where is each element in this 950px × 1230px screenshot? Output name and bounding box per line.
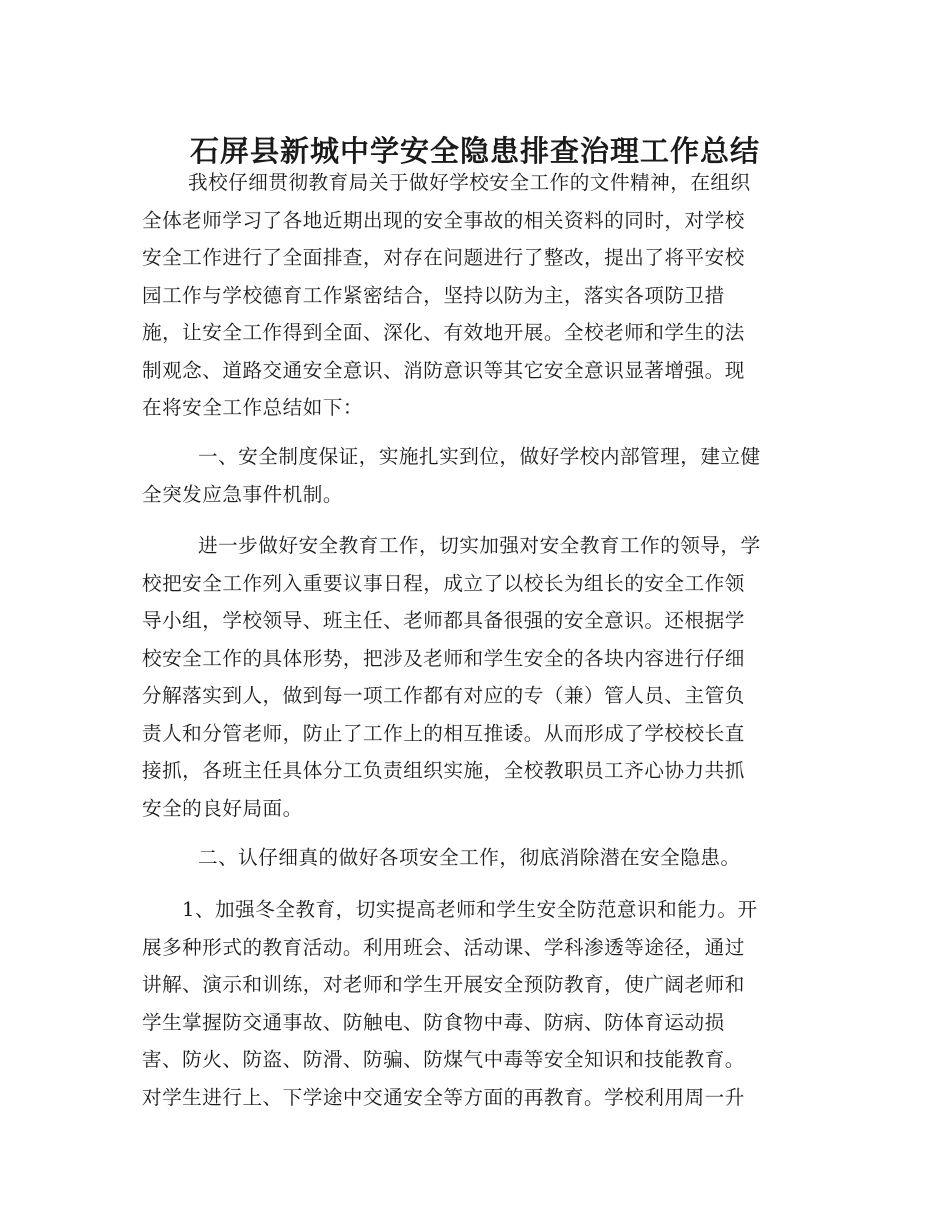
- text-line: 分解落实到人，做到每一项工作都有对应的专（兼）管人员、主管负: [142, 684, 745, 707]
- paragraph-section-one: [142, 438, 808, 513]
- text-line: 学生掌握防交通事故、防触电、防食物中毒、防病、防体育运动损: [142, 1010, 725, 1034]
- text-line: 施，让安全工作得到全面、深化、有效地开展。全校老师和学生的法: [142, 321, 745, 344]
- text-line: 园工作与学校德育工作紧密结合，坚持以防为主，落实各项防卫措: [142, 283, 725, 307]
- text-line: 讲解、演示和训练，对老师和学生开展安全预防教育，使广阔老师和: [142, 973, 745, 996]
- paragraph-leadership: [142, 527, 808, 827]
- paragraph-item-one: [142, 891, 808, 1116]
- text-line: 校把安全工作列入重要议事日程，成立了以校长为组长的安全工作领: [142, 571, 745, 595]
- text-line: 接抓，各班主任具体分工负责组织实施，全校教职员工齐心协力共抓: [142, 759, 745, 782]
- paragraph-section-two: [142, 839, 808, 877]
- document-title: 石屏县新城中学安全隐患排查治理工作总结: [189, 134, 760, 169]
- text-line: 一、安全制度保证，实施扎实到位，做好学校内部管理，建立健: [198, 445, 761, 468]
- text-line: 对学生进行上、下学途中交通安全等方面的再教育。学校利用周一升: [142, 1085, 745, 1109]
- text-line: 全突发应急事件机制。: [142, 482, 343, 506]
- text-line: 导小组，学校领导、班主任、老师都具备很强的安全意识。还根据学: [142, 609, 745, 632]
- text-line: 我校仔细贯彻教育局关于做好学校安全工作的文件精神，在组织: [188, 171, 751, 194]
- text-line: 进一步做好安全教育工作，切实加强对安全教育工作的领导，学: [198, 534, 761, 557]
- text-line: 害、防火、防盗、防滑、防骗、防煤气中毒等安全知识和技能教育。: [142, 1048, 745, 1071]
- text-line: 展多种形式的教育活动。利用班会、活动课、学科渗透等途径，通过: [142, 935, 745, 959]
- text-line: 1、加强冬全教育，切实提高老师和学生安全防范意识和能力。开: [182, 898, 758, 921]
- text-line: 全体老师学习了各地近期出现的安全事故的相关资料的同时，对学校: [142, 208, 745, 232]
- text-line: 在将安全工作总结如下：: [142, 396, 364, 419]
- text-line: 责人和分管老师，防止了工作上的相互推诿。从而形成了学校校长直: [142, 721, 745, 745]
- text-line: 安全工作进行了全面排查，对存在问题进行了整改，提出了将平安校: [142, 246, 745, 269]
- text-line: 二、认仔细真的做好各项安全工作，彻底消除潜在安全隐患。: [198, 846, 741, 869]
- paragraph-intro: [142, 164, 808, 427]
- text-line: 安全的良好局面。: [142, 796, 303, 820]
- text-line: 校安全工作的具体形势，把涉及老师和学生安全的各块内容进行仔细: [142, 646, 745, 670]
- text-line: 制观念、道路交通安全意识、消防意识等其它安全意识显著增强。现: [142, 358, 745, 382]
